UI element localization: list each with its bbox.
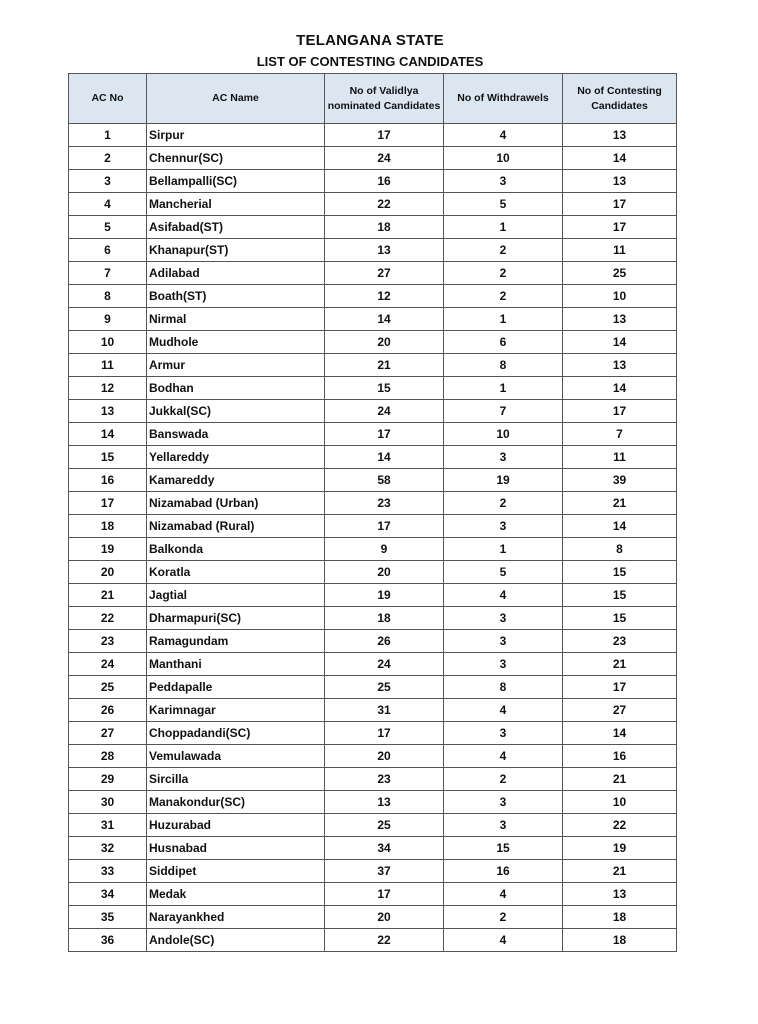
table-row [69,331,677,354]
cell-withdrawals: 16 [444,860,563,883]
cell-contesting: 17 [563,676,677,699]
cell-nominated: 9 [325,538,444,561]
cell-contesting: 16 [563,745,677,768]
cell-contesting: 10 [563,791,677,814]
cell-ac-no: 22 [69,607,147,630]
table-row [69,400,677,423]
cell-contesting: 19 [563,837,677,860]
cell-nominated: 13 [325,239,444,262]
cell-ac-no: 30 [69,791,147,814]
cell-nominated: 13 [325,791,444,814]
cell-ac-name: Adilabad [147,262,325,285]
cell-ac-name: Mudhole [147,331,325,354]
cell-ac-name: Narayankhed [147,906,325,929]
cell-ac-no: 28 [69,745,147,768]
cell-contesting: 7 [563,423,677,446]
cell-withdrawals: 15 [444,837,563,860]
cell-contesting: 14 [563,331,677,354]
cell-nominated: 18 [325,607,444,630]
cell-ac-no: 2 [69,147,147,170]
cell-contesting: 14 [563,147,677,170]
cell-withdrawals: 10 [444,147,563,170]
table-row [69,492,677,515]
column-header-withdrawals: No of Withdrawels [444,74,563,124]
table-row [69,929,677,952]
cell-nominated: 20 [325,906,444,929]
candidates-table [68,73,677,952]
table-row [69,170,677,193]
cell-contesting: 13 [563,883,677,906]
column-header-ac-no: AC No [69,74,147,124]
table-row [69,791,677,814]
table-row [69,676,677,699]
cell-contesting: 17 [563,400,677,423]
cell-ac-name: Peddapalle [147,676,325,699]
cell-ac-no: 29 [69,768,147,791]
cell-contesting: 14 [563,377,677,400]
cell-withdrawals: 2 [444,906,563,929]
cell-ac-name: Sirpur [147,124,325,147]
cell-ac-name: Nizamabad (Rural) [147,515,325,538]
cell-nominated: 15 [325,377,444,400]
cell-ac-name: Huzurabad [147,814,325,837]
cell-contesting: 14 [563,515,677,538]
cell-ac-no: 34 [69,883,147,906]
cell-nominated: 31 [325,699,444,722]
cell-withdrawals: 8 [444,676,563,699]
cell-ac-name: Yellareddy [147,446,325,469]
cell-withdrawals: 3 [444,814,563,837]
cell-contesting: 11 [563,239,677,262]
cell-withdrawals: 2 [444,239,563,262]
cell-nominated: 24 [325,400,444,423]
cell-ac-no: 8 [69,285,147,308]
cell-ac-no: 4 [69,193,147,216]
cell-ac-name: Manthani [147,653,325,676]
table-row [69,193,677,216]
cell-contesting: 15 [563,561,677,584]
cell-contesting: 13 [563,308,677,331]
cell-nominated: 22 [325,929,444,952]
cell-nominated: 24 [325,653,444,676]
cell-nominated: 14 [325,308,444,331]
cell-ac-no: 32 [69,837,147,860]
table-row [69,285,677,308]
table-row [69,837,677,860]
cell-ac-no: 12 [69,377,147,400]
cell-nominated: 23 [325,768,444,791]
table-row [69,239,677,262]
cell-ac-no: 19 [69,538,147,561]
cell-ac-name: Koratla [147,561,325,584]
cell-contesting: 10 [563,285,677,308]
cell-ac-name: Medak [147,883,325,906]
table-row [69,469,677,492]
cell-contesting: 8 [563,538,677,561]
cell-nominated: 17 [325,883,444,906]
cell-contesting: 27 [563,699,677,722]
cell-ac-name: Andole(SC) [147,929,325,952]
table-row [69,860,677,883]
cell-contesting: 22 [563,814,677,837]
cell-contesting: 13 [563,354,677,377]
cell-ac-name: Banswada [147,423,325,446]
cell-contesting: 23 [563,630,677,653]
cell-nominated: 17 [325,722,444,745]
cell-nominated: 16 [325,170,444,193]
cell-ac-no: 7 [69,262,147,285]
cell-ac-name: Boath(ST) [147,285,325,308]
table-row [69,768,677,791]
cell-contesting: 14 [563,722,677,745]
cell-withdrawals: 4 [444,745,563,768]
table-row [69,883,677,906]
cell-nominated: 19 [325,584,444,607]
cell-nominated: 25 [325,676,444,699]
cell-ac-no: 26 [69,699,147,722]
cell-contesting: 18 [563,906,677,929]
cell-ac-no: 16 [69,469,147,492]
cell-nominated: 23 [325,492,444,515]
cell-contesting: 17 [563,216,677,239]
cell-withdrawals: 2 [444,262,563,285]
table-row [69,745,677,768]
cell-withdrawals: 10 [444,423,563,446]
cell-withdrawals: 5 [444,193,563,216]
cell-withdrawals: 4 [444,124,563,147]
cell-ac-no: 11 [69,354,147,377]
cell-contesting: 15 [563,584,677,607]
cell-ac-name: Vemulawada [147,745,325,768]
cell-withdrawals: 4 [444,929,563,952]
cell-nominated: 20 [325,331,444,354]
cell-nominated: 25 [325,814,444,837]
cell-nominated: 26 [325,630,444,653]
table-row [69,354,677,377]
cell-nominated: 14 [325,446,444,469]
table-row [69,814,677,837]
cell-nominated: 20 [325,561,444,584]
cell-withdrawals: 1 [444,538,563,561]
cell-ac-name: Bodhan [147,377,325,400]
cell-nominated: 27 [325,262,444,285]
cell-nominated: 17 [325,515,444,538]
cell-contesting: 13 [563,170,677,193]
cell-withdrawals: 3 [444,446,563,469]
cell-withdrawals: 2 [444,768,563,791]
table-body [69,124,677,952]
cell-contesting: 15 [563,607,677,630]
cell-contesting: 21 [563,768,677,791]
cell-ac-no: 31 [69,814,147,837]
cell-ac-name: Husnabad [147,837,325,860]
cell-ac-no: 15 [69,446,147,469]
cell-withdrawals: 3 [444,170,563,193]
table-row [69,124,677,147]
table-row [69,722,677,745]
cell-ac-no: 27 [69,722,147,745]
cell-contesting: 21 [563,653,677,676]
cell-ac-no: 10 [69,331,147,354]
table-row [69,538,677,561]
cell-withdrawals: 5 [444,561,563,584]
cell-withdrawals: 3 [444,722,563,745]
cell-withdrawals: 8 [444,354,563,377]
cell-ac-name: Chennur(SC) [147,147,325,170]
table-row [69,653,677,676]
cell-nominated: 58 [325,469,444,492]
cell-withdrawals: 2 [444,285,563,308]
cell-contesting: 18 [563,929,677,952]
cell-withdrawals: 4 [444,699,563,722]
cell-ac-name: Manakondur(SC) [147,791,325,814]
cell-nominated: 17 [325,124,444,147]
cell-ac-name: Khanapur(ST) [147,239,325,262]
cell-ac-no: 14 [69,423,147,446]
cell-withdrawals: 2 [444,492,563,515]
cell-withdrawals: 3 [444,515,563,538]
cell-ac-no: 35 [69,906,147,929]
cell-withdrawals: 6 [444,331,563,354]
cell-ac-no: 1 [69,124,147,147]
cell-ac-name: Kamareddy [147,469,325,492]
cell-withdrawals: 1 [444,308,563,331]
table-row [69,216,677,239]
cell-ac-name: Bellampalli(SC) [147,170,325,193]
cell-contesting: 21 [563,492,677,515]
cell-ac-name: Sircilla [147,768,325,791]
cell-ac-no: 25 [69,676,147,699]
table-row [69,906,677,929]
cell-ac-no: 23 [69,630,147,653]
cell-nominated: 24 [325,147,444,170]
cell-contesting: 21 [563,860,677,883]
cell-ac-name: Ramagundam [147,630,325,653]
cell-nominated: 21 [325,354,444,377]
cell-ac-no: 36 [69,929,147,952]
column-header-contesting: No of Contesting Candidates [563,74,677,124]
cell-ac-name: Nizamabad (Urban) [147,492,325,515]
table-row [69,630,677,653]
cell-withdrawals: 3 [444,630,563,653]
cell-nominated: 18 [325,216,444,239]
table-row [69,262,677,285]
table-row [69,584,677,607]
cell-ac-no: 21 [69,584,147,607]
cell-ac-no: 5 [69,216,147,239]
table-row [69,308,677,331]
cell-withdrawals: 19 [444,469,563,492]
cell-withdrawals: 1 [444,377,563,400]
cell-ac-name: Karimnagar [147,699,325,722]
cell-ac-no: 33 [69,860,147,883]
page-title: TELANGANA STATE [296,32,444,49]
table-row [69,515,677,538]
cell-nominated: 22 [325,193,444,216]
cell-ac-name: Jagtial [147,584,325,607]
cell-withdrawals: 1 [444,216,563,239]
cell-ac-name: Dharmapuri(SC) [147,607,325,630]
cell-ac-no: 6 [69,239,147,262]
table-row [69,699,677,722]
cell-ac-name: Choppadandi(SC) [147,722,325,745]
cell-ac-name: Siddipet [147,860,325,883]
cell-withdrawals: 3 [444,791,563,814]
cell-ac-no: 13 [69,400,147,423]
cell-ac-no: 3 [69,170,147,193]
table-row [69,446,677,469]
cell-contesting: 13 [563,124,677,147]
cell-ac-no: 20 [69,561,147,584]
table-row [69,377,677,400]
cell-withdrawals: 3 [444,653,563,676]
cell-contesting: 11 [563,446,677,469]
cell-contesting: 17 [563,193,677,216]
cell-ac-name: Balkonda [147,538,325,561]
cell-ac-name: Nirmal [147,308,325,331]
cell-nominated: 17 [325,423,444,446]
column-header-nominated: No of Validlya nominated Candidates [325,74,444,124]
cell-ac-no: 24 [69,653,147,676]
cell-nominated: 12 [325,285,444,308]
cell-nominated: 37 [325,860,444,883]
cell-contesting: 39 [563,469,677,492]
cell-withdrawals: 3 [444,607,563,630]
cell-withdrawals: 7 [444,400,563,423]
table-row [69,147,677,170]
cell-ac-no: 9 [69,308,147,331]
table-row [69,561,677,584]
cell-withdrawals: 4 [444,883,563,906]
cell-ac-name: Jukkal(SC) [147,400,325,423]
cell-withdrawals: 4 [444,584,563,607]
cell-nominated: 34 [325,837,444,860]
cell-ac-name: Asifabad(ST) [147,216,325,239]
table-row [69,423,677,446]
page-subtitle: LIST OF CONTESTING CANDIDATES [256,54,484,69]
cell-ac-name: Mancherial [147,193,325,216]
cell-ac-name: Armur [147,354,325,377]
cell-contesting: 25 [563,262,677,285]
cell-nominated: 20 [325,745,444,768]
cell-ac-no: 18 [69,515,147,538]
table-header-row [69,74,677,124]
cell-ac-no: 17 [69,492,147,515]
table-row [69,607,677,630]
column-header-ac-name: AC Name [147,74,325,124]
